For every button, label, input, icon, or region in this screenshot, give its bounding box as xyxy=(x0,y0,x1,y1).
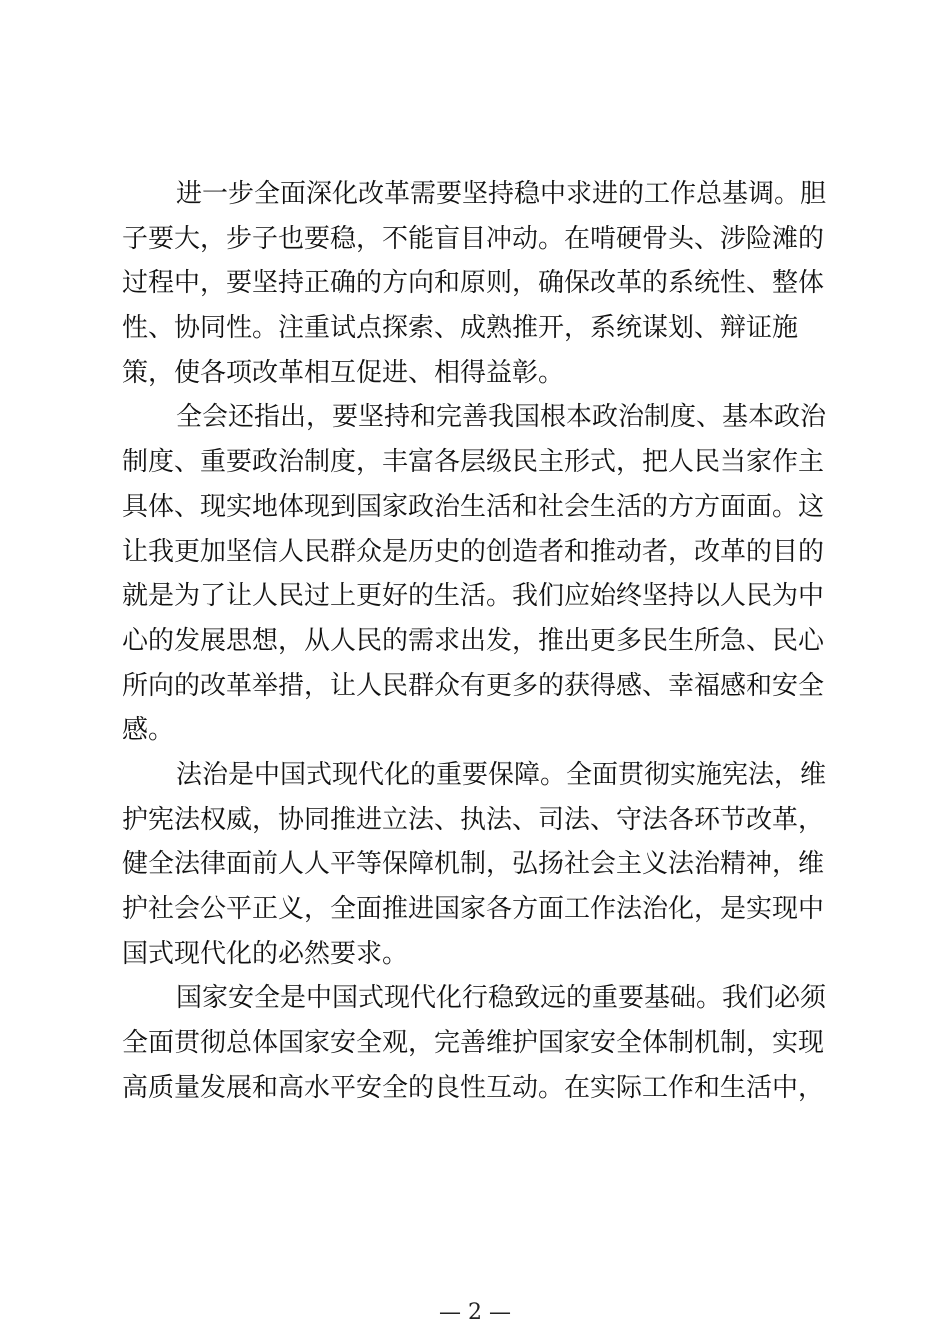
text-line: 就是为了让人民过上更好的生活。我们应始终坚持以人民为中 xyxy=(122,581,825,612)
text-line: 具体、现实地体现到国家政治生活和社会生活的方方面面。这 xyxy=(122,491,825,522)
text-line: 过程中，要坚持正确的方向和原则，确保改革的系统性、整体 xyxy=(122,268,825,299)
paragraph-political-system xyxy=(122,395,832,753)
text-line: 护宪法权威，协同推进立法、执法、司法、守法各环节改革， xyxy=(122,804,825,835)
text-line: 法治是中国式现代化的重要保障。全面贯彻实施宪法，维 xyxy=(176,759,827,790)
text-line: 进一步全面深化改革需要坚持稳中求进的工作总基调。胆 xyxy=(176,179,827,209)
text-line: 国家安全是中国式现代化行稳致远的重要基础。我们必须 xyxy=(176,983,827,1014)
text-line: 全面贯彻总体国家安全观，完善维护国家安全体制机制，实现 xyxy=(122,1028,825,1059)
paragraph-rule-of-law xyxy=(122,753,832,976)
paragraph-reform-pace xyxy=(122,172,832,395)
text-line: 心的发展思想，从人民的需求出发，推出更多民生所急、民心 xyxy=(122,625,825,656)
paragraph-national-security xyxy=(122,976,832,1110)
document-body xyxy=(122,172,832,1110)
text-line: 国式现代化的必然要求。 xyxy=(122,938,409,969)
text-line: 子要大，步子也要稳，不能盲目冲动。在啃硬骨头、涉险滩的 xyxy=(122,223,825,254)
text-line: 性、协同性。注重试点探索、成熟推开，系统谋划、辩证施 xyxy=(122,313,799,344)
page-number: — 2 — xyxy=(439,1300,511,1325)
text-line: 全会还指出，要坚持和完善我国根本政治制度、基本政治 xyxy=(176,402,827,433)
text-line: 健全法律面前人人平等保障机制，弘扬社会主义法治精神，维 xyxy=(122,849,825,880)
text-line: 所向的改革举措，让人民群众有更多的获得感、幸福感和安全 xyxy=(122,670,825,701)
text-line: 感。 xyxy=(122,715,175,746)
text-line: 高质量发展和高水平安全的良性互动。在实际工作和生活中， xyxy=(122,1072,825,1103)
text-line: 策，使各项改革相互促进、相得益彰。 xyxy=(122,357,565,388)
text-line: 护社会公平正义，全面推进国家各方面工作法治化，是实现中 xyxy=(122,894,825,924)
text-line: 让我更加坚信人民群众是历史的创造者和推动者，改革的目的 xyxy=(122,536,825,567)
text-line: 制度、重要政治制度，丰富各层级民主形式，把人民当家作主 xyxy=(122,447,825,478)
